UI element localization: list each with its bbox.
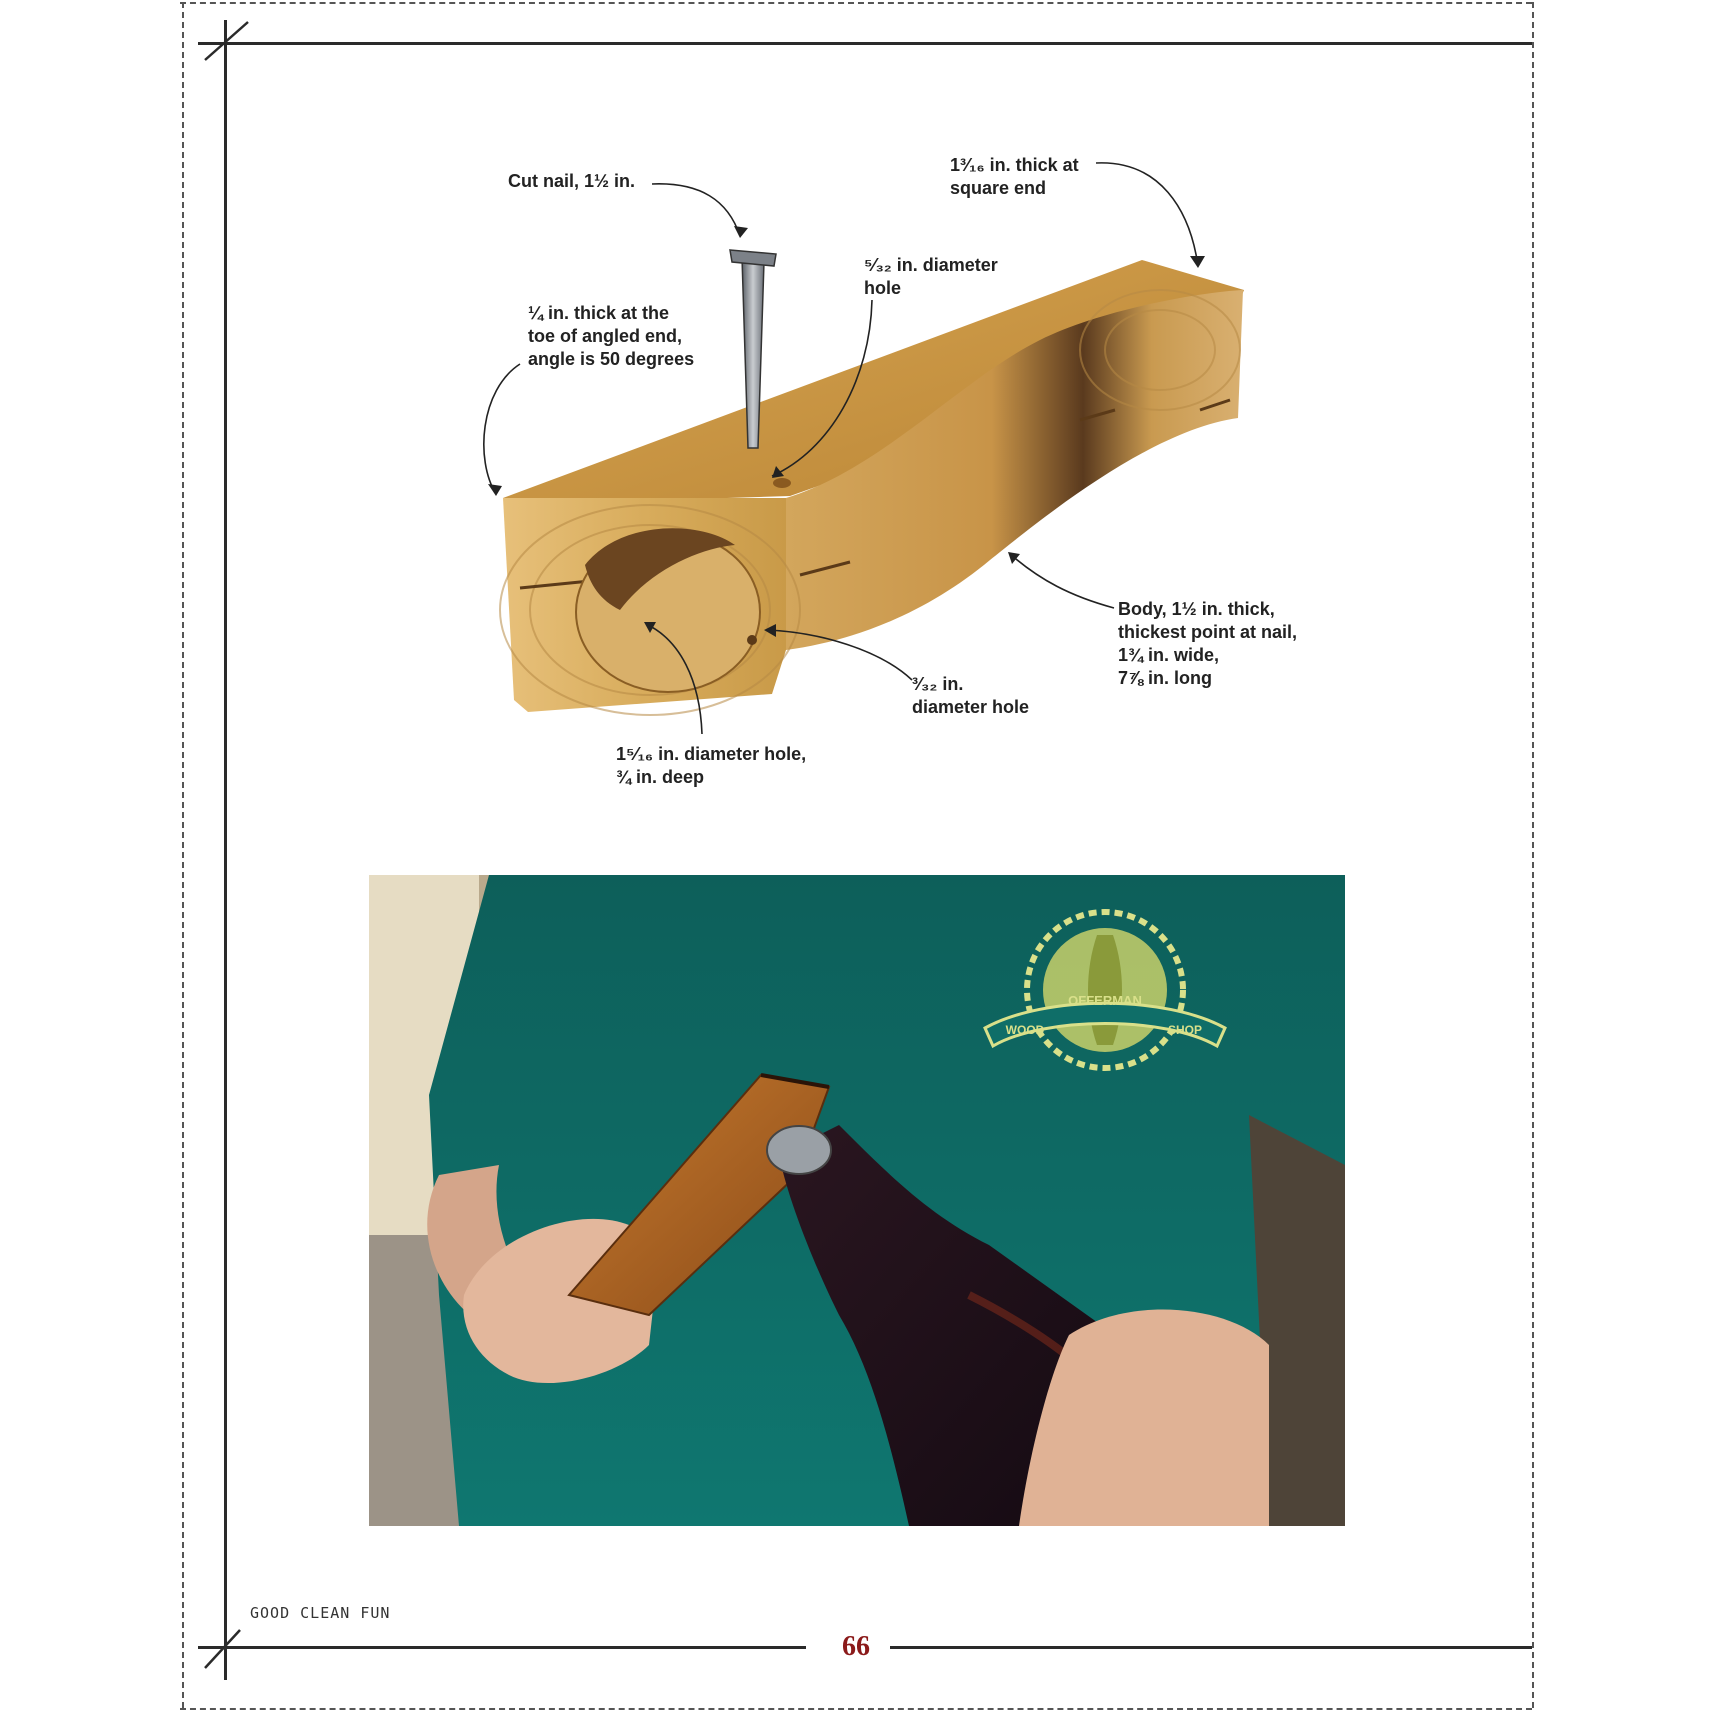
- label-angled-end: ¼ in. thick at the toe of angled end, angle is 50 degrees: [528, 303, 695, 369]
- label-small-hole-top: ⁵⁄₃₂ in. diameter hole: [864, 255, 998, 298]
- label-small-hole-front: ³⁄₃₂ in. diameter hole: [912, 674, 1030, 717]
- small-hole-front: [747, 635, 757, 645]
- small-hole-top: [773, 478, 791, 488]
- label-body: Body, 1½ in. thick, thickest point at nail, 1¾ in. wide, 7⅞ in. long: [1118, 599, 1298, 688]
- section-title: GOOD CLEAN FUN: [250, 1604, 391, 1622]
- label-cut-nail: Cut nail, 1½ in.: [508, 171, 636, 191]
- page-number: 66: [842, 1631, 870, 1662]
- label-large-hole: 1⁵⁄₁₆ in. diameter hole, ¾ in. deep: [616, 744, 807, 787]
- logo-text-right: SHOP: [1167, 1023, 1203, 1037]
- logo-text-left: WOOD: [1005, 1023, 1045, 1037]
- label-square-end: 1³⁄₁₆ in. thick at square end: [950, 155, 1079, 198]
- logo-text-top: OFFERMAN: [1068, 993, 1142, 1008]
- bottle-opener-photo: [369, 875, 1345, 1526]
